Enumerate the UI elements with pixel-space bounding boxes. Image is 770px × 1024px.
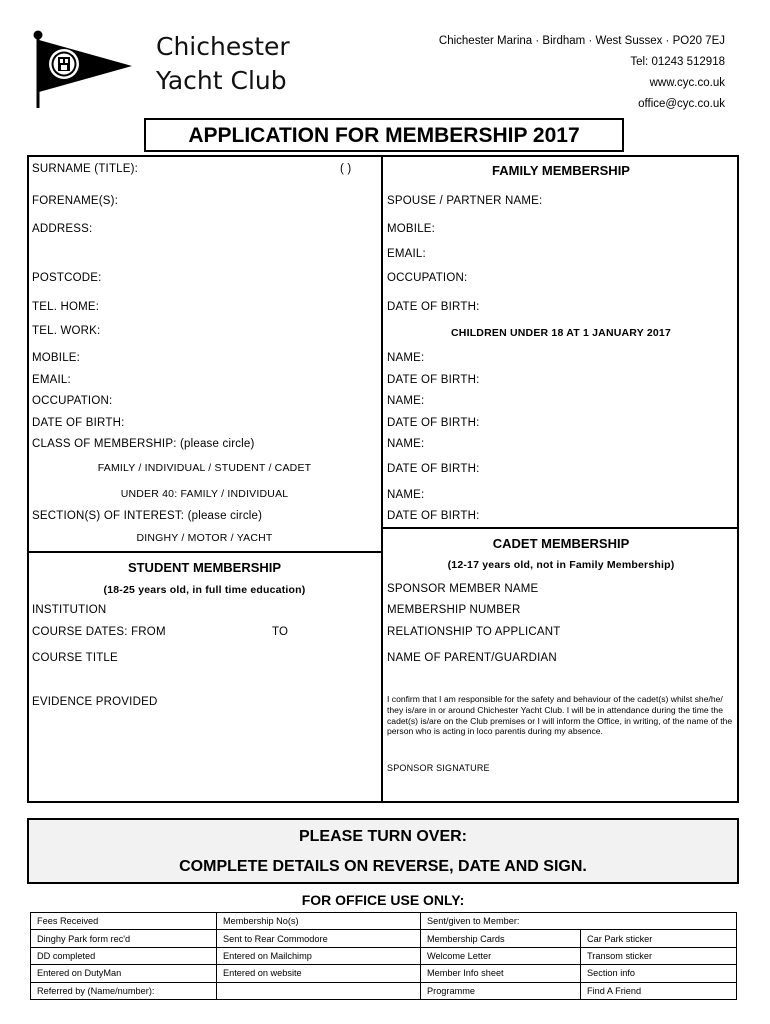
office-cell: DD completed xyxy=(31,947,217,964)
sections-of-interest-label: SECTION(S) OF INTEREST: (please circle) xyxy=(32,510,263,522)
office-cell: Find A Friend xyxy=(581,982,737,999)
tel-work-field[interactable]: TEL. WORK: xyxy=(32,325,101,337)
spouse-mobile-field[interactable]: MOBILE: xyxy=(387,223,436,235)
sponsor-member-name-field[interactable]: SPONSOR MEMBER NAME xyxy=(387,583,539,595)
class-under-40-options[interactable]: UNDER 40: FAMILY / INDIVIDUAL xyxy=(120,488,289,500)
class-of-membership-label: CLASS OF MEMBERSHIP: (please circle) xyxy=(32,438,255,450)
cadet-membership-heading: CADET MEMBERSHIP xyxy=(492,536,630,551)
turn-over-notice xyxy=(27,818,739,884)
family-membership-heading: FAMILY MEMBERSHIP xyxy=(492,163,630,178)
membership-number-field[interactable]: MEMBERSHIP NUMBER xyxy=(387,604,521,616)
class-of-membership-options[interactable]: FAMILY / INDIVIDUAL / STUDENT / CADET xyxy=(97,462,312,474)
office-cell: Entered on Mailchimp xyxy=(217,947,421,964)
child-name-field[interactable]: NAME: xyxy=(387,489,425,501)
course-title-field[interactable]: COURSE TITLE xyxy=(32,652,118,664)
child-name-field[interactable]: NAME: xyxy=(387,438,425,450)
student-section-divider xyxy=(27,551,382,553)
club-address: Chichester Marina · Birdham · West Sussex · PO20 7EJ xyxy=(438,35,725,47)
email-field[interactable]: EMAIL: xyxy=(32,374,71,386)
table-row xyxy=(31,947,737,964)
spouse-name-field[interactable]: SPOUSE / PARTNER NAME: xyxy=(387,195,543,207)
surname-field[interactable]: SURNAME (TITLE): xyxy=(32,163,139,175)
student-membership-subheading: (18-25 years old, in full time education) xyxy=(103,584,306,596)
relationship-field[interactable]: RELATIONSHIP TO APPLICANT xyxy=(387,626,561,638)
sponsor-signature-field[interactable]: SPONSOR SIGNATURE xyxy=(387,763,490,773)
office-cell: Entered on DutyMan xyxy=(31,965,217,982)
turn-over-line2: COMPLETE DETAILS ON REVERSE, DATE AND SIGN. xyxy=(179,858,587,875)
club-telephone: Tel: 01243 512918 xyxy=(630,56,725,68)
office-cell: Dinghy Park form rec'd xyxy=(31,930,217,947)
table-row xyxy=(31,965,737,982)
form-title: APPLICATION FOR MEMBERSHIP 2017 xyxy=(144,118,624,152)
club-name-line1: Chichester xyxy=(156,32,290,61)
table-row xyxy=(31,930,737,947)
child-dob-field[interactable]: DATE OF BIRTH: xyxy=(387,463,480,475)
child-dob-field[interactable]: DATE OF BIRTH: xyxy=(387,417,480,429)
office-cell: Section info xyxy=(581,965,737,982)
club-website: www.cyc.co.uk xyxy=(649,77,725,89)
office-cell: Membership No(s) xyxy=(217,913,421,930)
column-divider xyxy=(381,155,383,803)
postcode-field[interactable]: POSTCODE: xyxy=(32,272,102,284)
office-cell: Car Park sticker xyxy=(581,930,737,947)
office-cell: Membership Cards xyxy=(421,930,581,947)
office-use-title: FOR OFFICE USE ONLY: xyxy=(301,892,465,908)
spouse-dob-field[interactable]: DATE OF BIRTH: xyxy=(387,301,480,313)
occupation-field[interactable]: OCCUPATION: xyxy=(32,395,113,407)
office-cell: Sent to Rear Commodore xyxy=(217,930,421,947)
child-dob-field[interactable]: DATE OF BIRTH: xyxy=(387,374,480,386)
date-of-birth-field[interactable]: DATE OF BIRTH: xyxy=(32,417,125,429)
institution-field[interactable]: INSTITUTION xyxy=(32,604,107,616)
table-row xyxy=(31,913,737,930)
children-heading: CHILDREN UNDER 18 AT 1 JANUARY 2017 xyxy=(451,327,671,339)
course-dates-to-field[interactable]: TO xyxy=(272,626,289,638)
cadet-declaration-text: I confirm that I am responsible for the safety and behaviour of the cadet(s) whilst she/he/ they is/are in or around Chichester Yacht Club. I will be in attendance during the time the cadet(s) is/are on the Club premises or I will inform the Office, in writing, of the name of the person who is acting in loco parentis during my absence. xyxy=(387,694,733,737)
course-dates-from-field[interactable]: COURSE DATES: FROM xyxy=(32,626,166,638)
office-use-table xyxy=(30,912,737,1000)
parent-guardian-field[interactable]: NAME OF PARENT/GUARDIAN xyxy=(387,652,557,664)
spouse-email-field[interactable]: EMAIL: xyxy=(387,248,426,260)
mobile-field[interactable]: MOBILE: xyxy=(32,352,81,364)
cadet-section-divider xyxy=(382,527,739,529)
office-cell: Entered on website xyxy=(217,965,421,982)
office-cell xyxy=(217,982,421,999)
cadet-membership-subheading: (12-17 years old, not in Family Membership) xyxy=(447,559,675,571)
club-email: office@cyc.co.uk xyxy=(638,98,725,110)
table-row xyxy=(31,982,737,999)
spouse-occupation-field[interactable]: OCCUPATION: xyxy=(387,272,468,284)
office-cell: Member Info sheet xyxy=(421,965,581,982)
office-cell: Referred by (Name/number): xyxy=(31,982,217,999)
tel-home-field[interactable]: TEL. HOME: xyxy=(32,301,100,313)
forenames-field[interactable]: FORENAME(S): xyxy=(32,195,119,207)
child-name-field[interactable]: NAME: xyxy=(387,395,425,407)
evidence-provided-field[interactable]: EVIDENCE PROVIDED xyxy=(32,696,158,708)
child-dob-field[interactable]: DATE OF BIRTH: xyxy=(387,510,480,522)
sections-of-interest-options[interactable]: DINGHY / MOTOR / YACHT xyxy=(136,532,273,544)
club-burgee-logo xyxy=(28,28,138,110)
student-membership-heading: STUDENT MEMBERSHIP xyxy=(127,560,282,575)
turn-over-line1: PLEASE TURN OVER: xyxy=(298,828,467,845)
child-name-field[interactable]: NAME: xyxy=(387,352,425,364)
office-cell: Fees Received xyxy=(31,913,217,930)
office-cell: Sent/given to Member: xyxy=(421,913,737,930)
office-cell: Transom sticker xyxy=(581,947,737,964)
address-field[interactable]: ADDRESS: xyxy=(32,223,93,235)
office-cell: Programme xyxy=(421,982,581,999)
title-field[interactable]: ( ) xyxy=(340,163,352,175)
office-cell: Welcome Letter xyxy=(421,947,581,964)
club-name-line2: Yacht Club xyxy=(156,66,287,95)
